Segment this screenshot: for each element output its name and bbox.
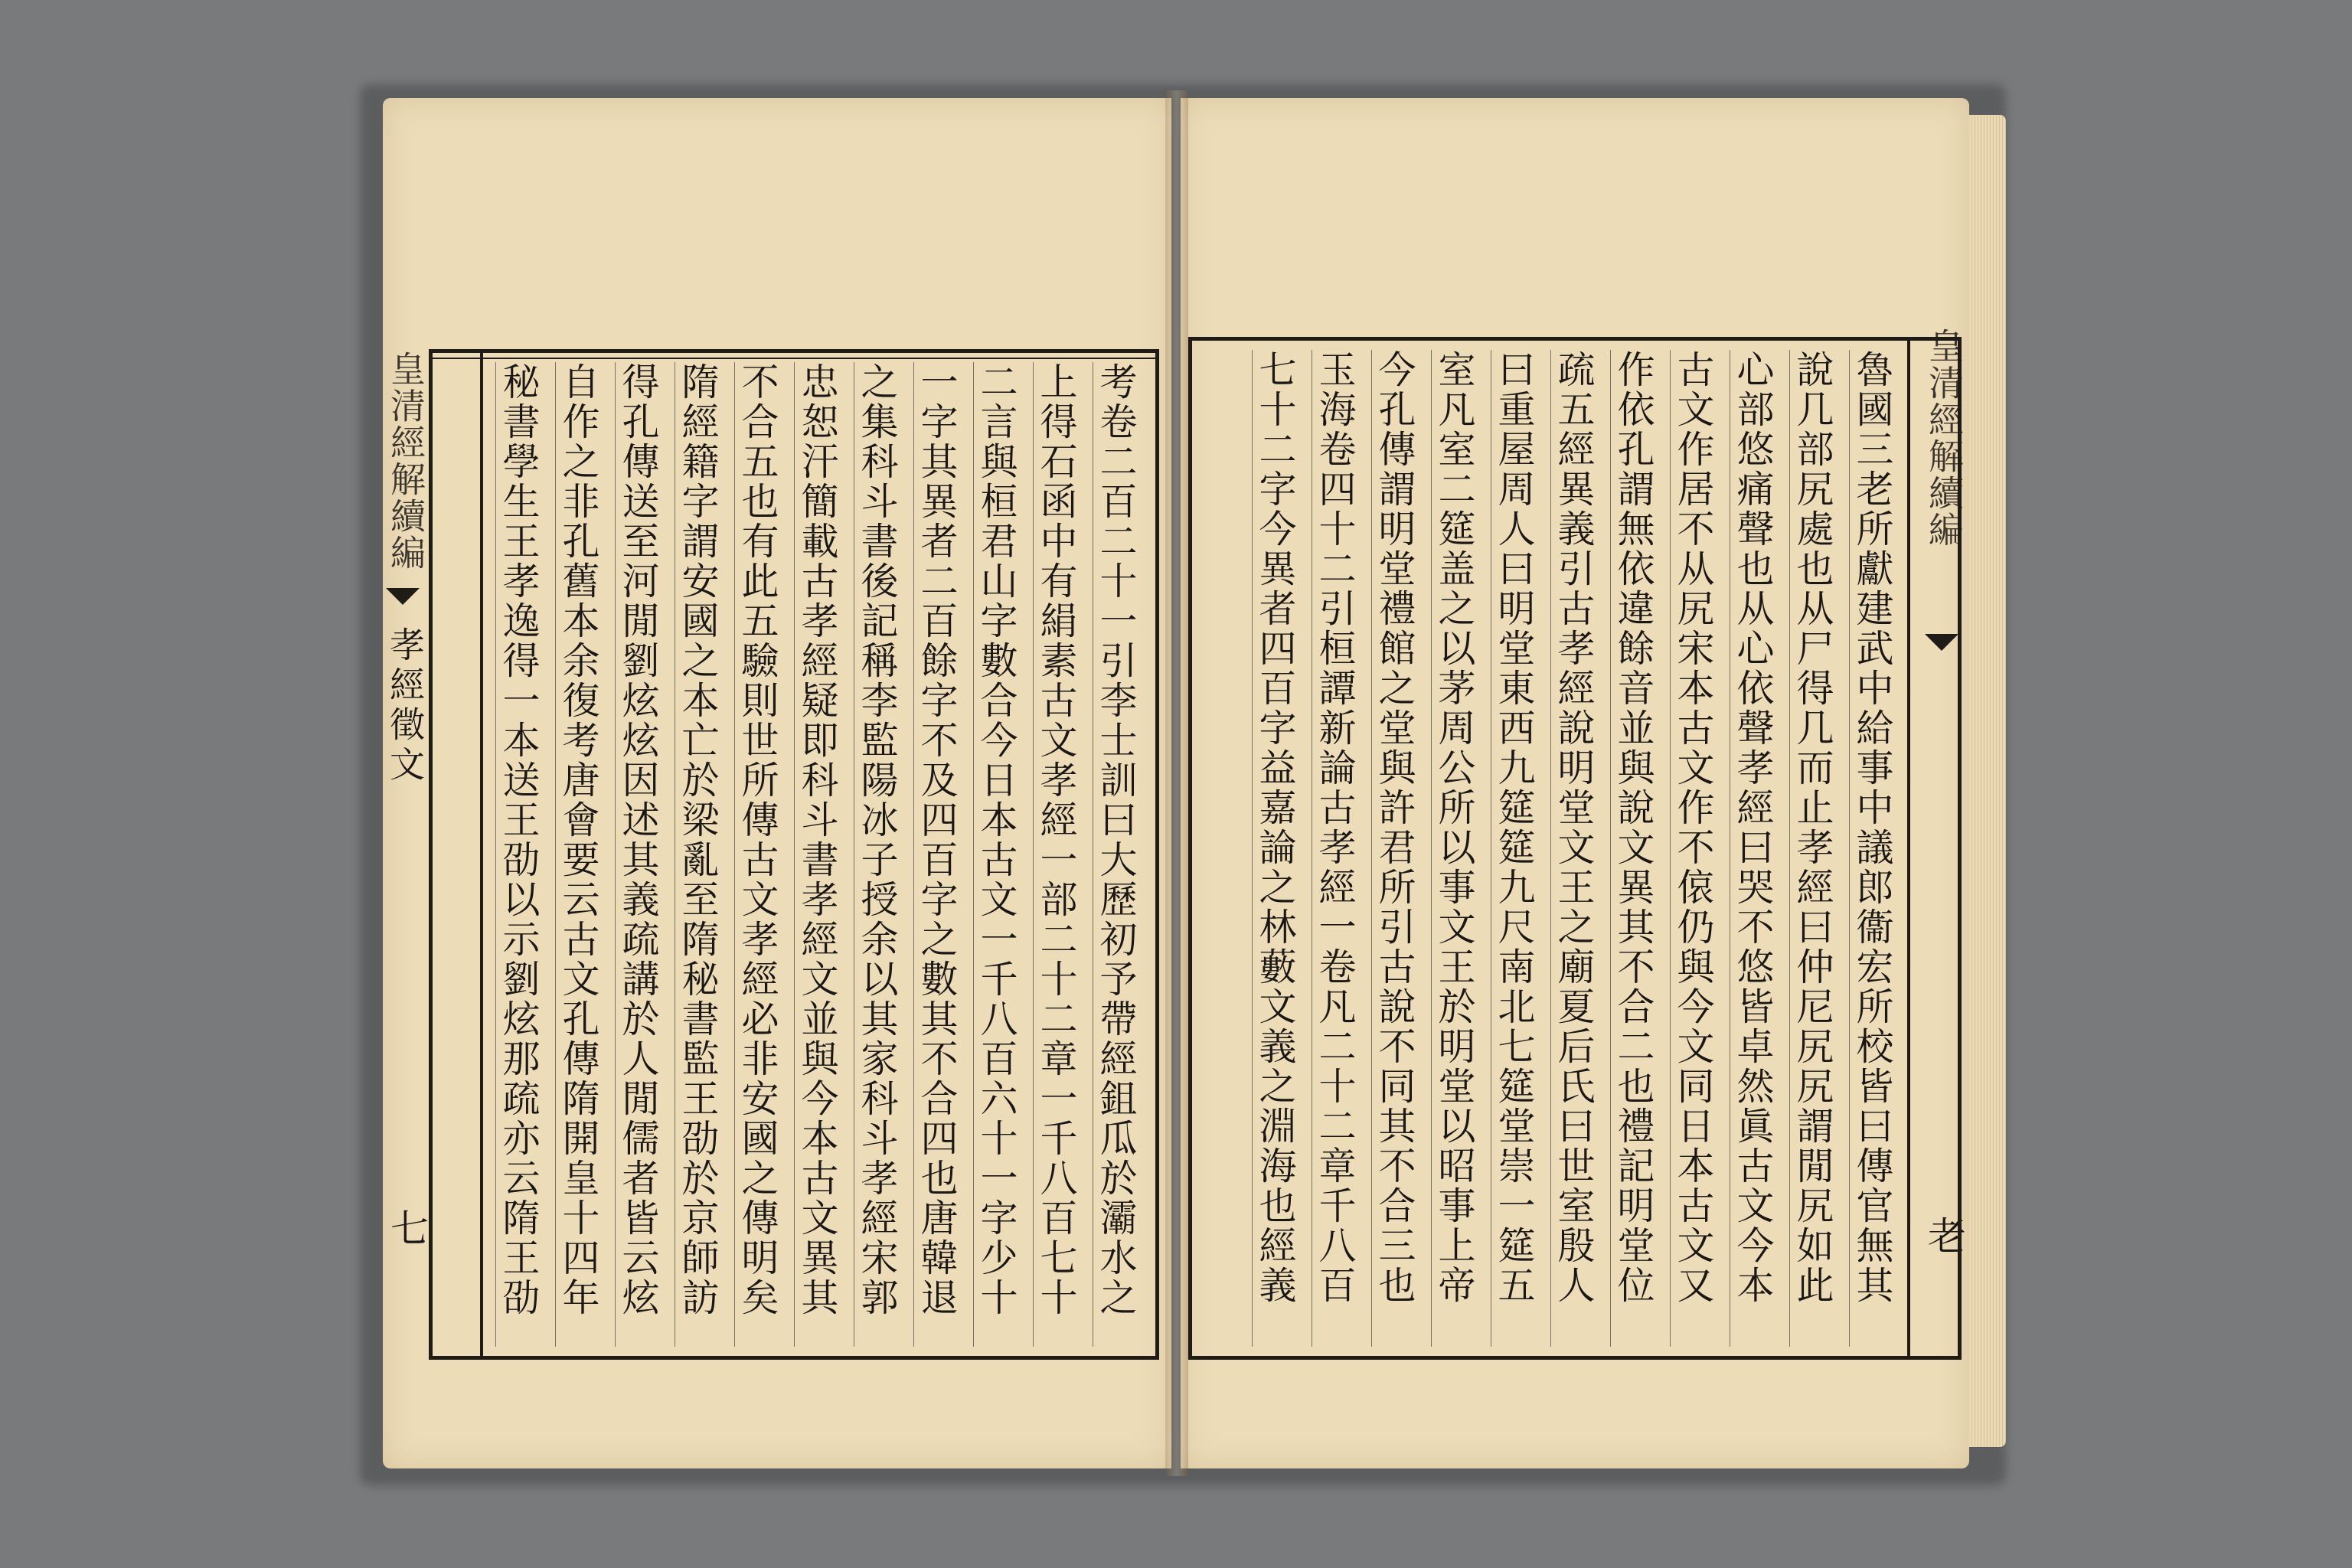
- right-margin-folio: 老: [1922, 1216, 1966, 1254]
- text-column: 自作之非孔舊本余復考唐會要云古文孔傳隋開皇十四年: [555, 362, 600, 1347]
- text-column: 魯國三老所獻建武中給事中議郎衞宏所校皆曰傳官無其: [1849, 350, 1894, 1347]
- margin-rule: [480, 353, 483, 1356]
- text-column: 今孔傳謂明堂禮館之堂與許君所引古說不同其不合三也: [1371, 350, 1416, 1347]
- right-text-frame: [1188, 337, 1966, 1360]
- text-column: 曰重屋周人曰明堂東西九筵筵九尺南北七筵堂崇一筵五: [1491, 350, 1536, 1347]
- left-margin-book-title: 皇清經解續編: [385, 351, 426, 571]
- book-spine: [1165, 90, 1188, 1476]
- text-column: 七十二字今異者四百字益嘉論之林藪文義之淵海也經義: [1252, 350, 1297, 1347]
- text-column: 隋經籍字謂安國之本亡於梁亂至隋秘書監王劭於京師訪: [675, 362, 720, 1347]
- text-column: 忠恕汗簡載古孝經疑即科斗書孝經文並與今本古文異其: [794, 362, 839, 1347]
- text-column: 不合五也有此五驗則世所傳古文孝經必非安國之傳明矣: [734, 362, 779, 1347]
- text-column: 作依孔謂無依違餘音並與說文異其不合二也禮記明堂位: [1610, 350, 1655, 1347]
- text-column: 得孔傳送至河閒劉炫炫因述其義疏講於人閒儒者皆云炫: [615, 362, 660, 1347]
- left-text-frame: [429, 349, 1159, 1360]
- text-column: 秘書學生王孝逸得一本送王劭以示劉炫那疏亦云隋王劭: [495, 362, 541, 1347]
- text-column: 室凡室二筵盖之以茅周公所以事文王於明堂以昭事上帝: [1431, 350, 1476, 1347]
- left-margin-chapter: 孝經徵文: [384, 626, 426, 786]
- text-column: 心部悠痛聲也从心依聲孝經曰哭不悠皆卓然眞古文今本: [1730, 350, 1775, 1347]
- text-column: 疏五經異義引古孝經說明堂文王之廟夏后氏曰世室殷人: [1550, 350, 1596, 1347]
- text-column: 說几部尻處也从尸得几而止孝經曰仲尼尻尻謂閒尻如此: [1789, 350, 1834, 1347]
- text-column: 考卷二百二十一引李士訓曰大歷初予帶經鉏瓜於灞水之: [1093, 362, 1138, 1347]
- right-margin-book-title: 皇清經解續編: [1923, 328, 1965, 548]
- text-column: 上得石函中有絹素古文孝經一部二十二章一千八百七十: [1033, 362, 1078, 1347]
- page-edges: [1969, 115, 2006, 1447]
- margin-rule: [1907, 341, 1910, 1356]
- text-column: 之集科斗書後記稱李監陽冰子授余以其家科斗孝經宋郭: [854, 362, 899, 1347]
- left-fish-tail: [386, 588, 420, 605]
- left-margin-folio: 七: [384, 1208, 429, 1246]
- text-column: 古文作居不从尻宋本古文作不偯仍與今文同日本古文又: [1670, 350, 1715, 1347]
- text-column: 二言與桓君山字數合今日本古文一千八百六十一字少十: [973, 362, 1018, 1347]
- text-column: 玉海卷四十二引桓譚新論古孝經一卷凡二十二章千八百: [1312, 350, 1357, 1347]
- text-column: 一字其異者二百餘字不及四百字之數其不合四也唐韓退: [913, 362, 959, 1347]
